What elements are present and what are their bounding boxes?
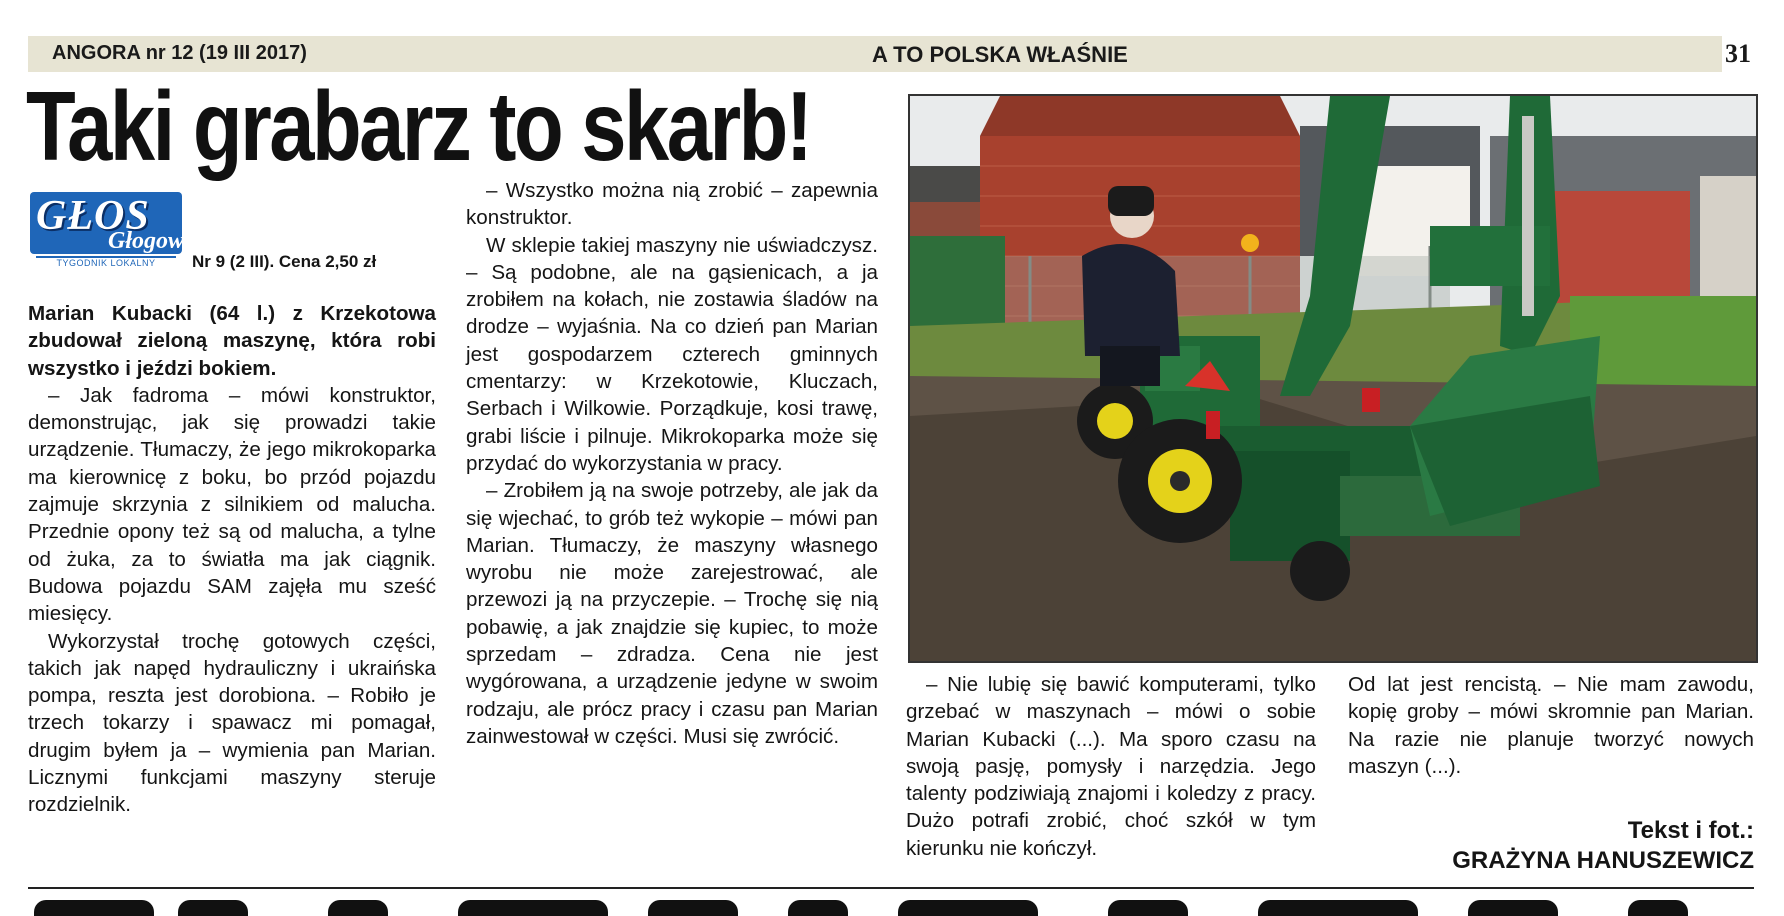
section-label: A TO POLSKA WŁAŚNIE	[872, 42, 1128, 67]
glyph-fragment	[34, 900, 154, 916]
author-credit	[1452, 816, 1754, 876]
page-number: 31	[1722, 36, 1754, 72]
glyph-fragment	[648, 900, 738, 916]
source-logo-tagline: TYGODNIK LOKALNY	[36, 256, 176, 268]
next-article-headline-fragment	[28, 894, 1754, 916]
glyph-fragment	[788, 900, 848, 916]
article-lead: Marian Kubacki (64 l.) z Krzekotowa zbudował zieloną maszynę, która robi wszystko i jeździ bokiem.	[28, 302, 436, 380]
paragraph: – Nie lubię się bawić komputerami, tylko grzebać w maszynach – mówi o sobie Marian Kubacki (...). Ma sporo czasu na swoją pasję, pomysły i narzędzia. Jego talenty podziwiają znajomi i koledzy z pracy. Dużo potrafi zrobić, choć szkół w tym kierunku nie kończył.	[906, 673, 1316, 860]
glyph-fragment	[1468, 900, 1558, 916]
paragraph: – Zrobiłem ją na swoje potrzeby, ale jak da się wjechać, to grób też wykopie – mówi pan Marian. Tłumaczy, że maszyny własnego wyrobu nie może zarejestrować, ale przewozi ją na przyczepie. – Trochę się nią pobawię, a jak znajdzie się kupiec, to może sprzedam – zdradza. Cena nie jest wygórowana, a urządzenie jedyne w swoim rodzaju, ale prócz pracy i czasu pan Marian zainwestował w części. Musi się zwrócić.	[466, 479, 878, 748]
bottom-rule	[28, 887, 1754, 889]
glyph-fragment	[1628, 900, 1688, 916]
glyph-fragment	[328, 900, 388, 916]
credit-author: GRAŻYNA HANUSZEWICZ	[1452, 847, 1754, 874]
paragraph: W sklepie takiej maszyny nie uświadczysz. – Są podobne, ale na gąsienicach, a ja zrobiłem na kołach, nie zostawia śladów na drodze – wyjaśnia. Na co dzień pan Marian jest gospodarzem czterech gminnych cmentarzy: w Krzekotowie, Kluczach, Serbach i Wilkowie. Porządkuje, kosi trawę, grabi liście i pilnuje. Mikrokoparka może się przydać do wykorzystania w pracy.	[466, 233, 878, 475]
article-photo	[908, 94, 1758, 663]
paragraph: Wykorzystał trochę gotowych części, takich jak napęd hydrauliczny i ukraińska pompa, reszta jest dorobiona. – Robiło je trzech tokarzy i spawacz mi pomagał, drugim byłem ja – wymienia pan Marian. Licznymi funkcjami maszyny steruje rozdzielnik.	[28, 629, 436, 817]
source-logo-subtitle: Głogowa	[108, 228, 197, 254]
paragraph: – Wszystko można nią zrobić – zapewnia konstruktor.	[466, 179, 878, 230]
paragraph: – Jak fadroma – mówi konstruktor, demonstrując, jak się prowadzi takie urządzenie. Tłumaczy, że jego mikrokoparka ma kierownicę z boku, bo przód pojazdu zajmuje skrzynia z silnikiem od malucha. Przednie opony też są od malucha, a tylne od żuka, za to światła ma jak ciągnik. Budowa pojazdu SAM zajęła mu sześć miesięcy.	[28, 383, 436, 626]
glyph-fragment	[178, 900, 248, 916]
photo-illustration	[910, 96, 1756, 661]
glyph-fragment	[898, 900, 1038, 916]
article-column-3	[906, 671, 1316, 862]
article-headline: Taki grabarz to skarb!	[26, 71, 811, 181]
paragraph: Od lat jest rencistą. – Nie mam zawodu, kopię groby – mówi skromnie pan Marian. Na razie nie planuje tworzyć nowych maszyn (...).	[1348, 673, 1754, 778]
source-logo	[30, 192, 197, 270]
credit-label: Tekst i fot.:	[1627, 817, 1754, 844]
glyph-fragment	[1258, 900, 1418, 916]
article-column-1	[28, 300, 436, 819]
issue-label: ANGORA nr 12 (19 III 2017)	[52, 42, 307, 64]
article-column-2	[466, 177, 878, 750]
source-issue: Nr 9 (2 III). Cena 2,50 zł	[192, 252, 377, 271]
glyph-fragment	[1108, 900, 1188, 916]
source-logo-title: GŁOS	[36, 193, 150, 239]
glyph-fragment	[458, 900, 608, 916]
article-column-4	[1348, 671, 1754, 780]
